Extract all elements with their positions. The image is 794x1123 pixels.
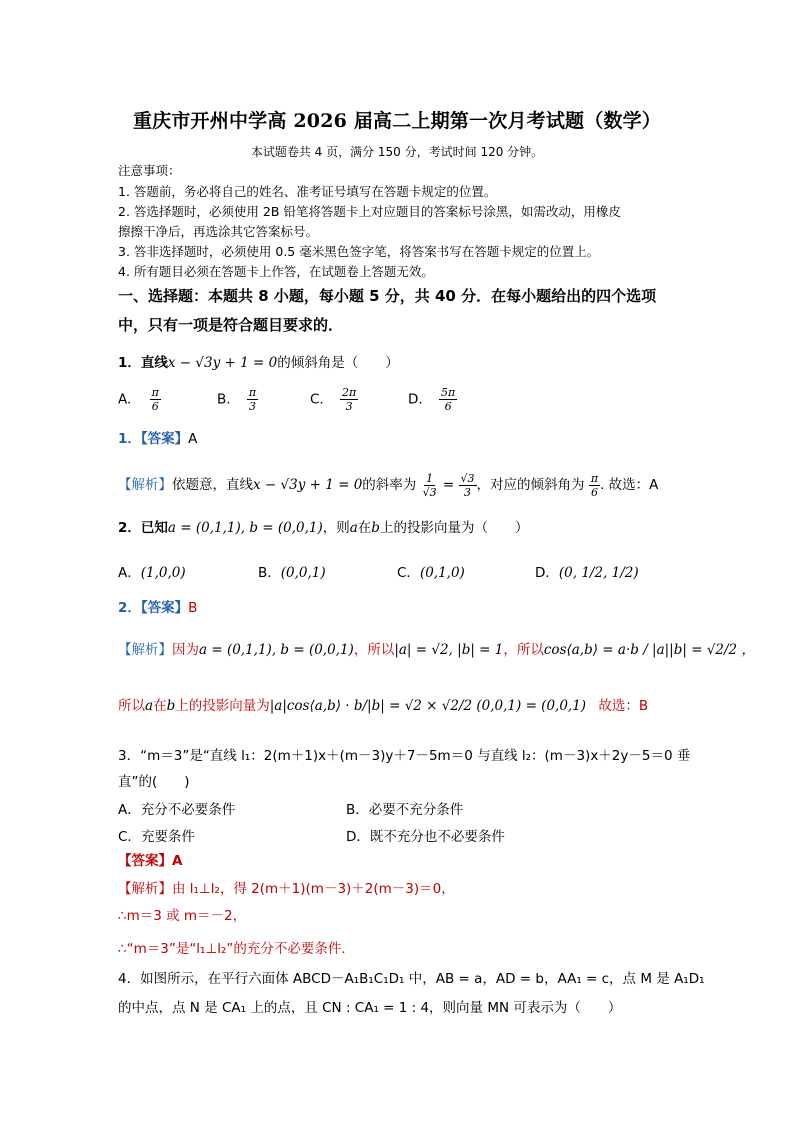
frac-num: π <box>590 471 599 485</box>
frac-num: π <box>151 386 159 399</box>
option-text: 既不充分也不必要条件 <box>369 829 505 845</box>
explain-text: 的斜率为 <box>362 477 417 493</box>
frac-den: 3 <box>345 400 353 413</box>
notice-item: 3. 答非选择题时，必须使用 0.5 毫米黑色签字笔，将答案书写在答题卡规定的位置上。 <box>118 244 600 259</box>
option-label: D. <box>408 391 423 408</box>
option-label: C． <box>397 565 420 581</box>
exam-subtitle: 本试题卷共 4 页，满分 150 分，考试时间 120 分钟。 <box>250 145 544 159</box>
question-3-explanation-2: ∴m＝3 或 m＝－2， <box>118 908 247 924</box>
section-heading-cont: 中，只有一项是符合题目要求的． <box>118 316 344 334</box>
answer-label: 【答案】 <box>118 853 172 869</box>
question-3-stem-cont: 直”的( ) <box>118 774 190 790</box>
stem-text: ，则 <box>322 520 350 536</box>
explain-text: 因为 <box>172 642 199 658</box>
question-3-option-d <box>346 825 505 845</box>
equals-sign: = <box>442 477 455 493</box>
question-1-option-c <box>310 386 358 413</box>
frac-den: 6 <box>590 485 598 499</box>
notice-item: 2. 答选择题时，必须使用 2B 铅笔将答题卡上对应题目的答案标号涂黑，如需改动，用橡皮 <box>118 204 621 219</box>
question-2-answer <box>118 599 197 617</box>
vector-b: b <box>371 520 380 536</box>
question-4-stem: 4．如图所示，在平行六面体 ABCD－A₁B₁C₁D₁ 中，AB = a，AD = b，AA₁ = c，点 M 是 A₁D₁ <box>118 971 705 987</box>
explain-math: a = (0,1,1), b = (0,0,1) <box>199 642 354 658</box>
explain-text: ，所以 <box>503 642 544 658</box>
notice-item: 擦擦干净后，再选涂其它答案标号。 <box>118 224 319 239</box>
frac-num: 2π <box>342 386 357 399</box>
option-label: D． <box>346 829 370 845</box>
explain-tag: 【解析】 <box>118 642 172 658</box>
stem-text: 在 <box>357 520 372 536</box>
question-1-math: x − √3y + 1 = 0 <box>167 355 278 371</box>
stem-text: 上的投影向量为（ ） <box>379 520 529 536</box>
explain-math: a·b / |a||b| <box>617 642 687 658</box>
question-3-option-b <box>346 798 463 818</box>
question-1-explanation <box>118 470 658 500</box>
option-text: 必要不充分条件 <box>368 802 464 818</box>
explain-text: 在 <box>153 698 167 714</box>
frac-den: 6 <box>151 400 159 413</box>
vector-a: a <box>349 520 358 536</box>
explain-math: = √2/2 ， <box>691 642 755 658</box>
option-label: B． <box>258 565 281 581</box>
option-label: C. <box>310 391 324 408</box>
option-label: C． <box>118 829 141 845</box>
vector-a: a <box>145 698 154 714</box>
section-heading: 一、选择题：本题共 8 小题，每小题 5 分，共 40 分．在每小题给出的四个选项 <box>118 287 657 305</box>
answer-value: B <box>188 600 198 616</box>
explain-text: 故选：B <box>598 698 649 714</box>
frac-den: 6 <box>444 400 452 413</box>
explain-math: cos⟨a,b⟩ = <box>543 642 614 658</box>
option-label: A． <box>118 802 141 818</box>
question-1-prefix: 1．直线 <box>118 355 168 371</box>
question-1-option-b <box>217 386 258 413</box>
explain-text: ，对应的倾斜角为 <box>476 477 585 493</box>
question-1-option-a <box>118 386 161 413</box>
question-1-answer <box>118 430 197 448</box>
notice-heading: 注意事项： <box>118 163 181 178</box>
option-label: A． <box>118 565 141 581</box>
question-3-stem: 3．“m＝3”是“直线 l₁：2(m＋1)x＋(m－3)y＋7－5m＝0 与直线 l₂：(m－3)x＋2y－5＝0 垂 <box>118 748 691 764</box>
page-title: 重庆市开州中学高 2026 届高二上期第一次月考试题（数学） <box>132 110 662 132</box>
answer-value: A <box>172 853 183 869</box>
option-value: (0,1,0) <box>419 565 465 581</box>
explain-text: 所以 <box>118 698 145 714</box>
frac-num: 5π <box>440 386 456 399</box>
question-4-stem-cont: 的中点，点 N 是 CA₁ 上的点，且 CN : CA₁ = 1 : 4，则向量 MN 可表示为（ ） <box>118 1000 622 1016</box>
answer-label: 2．【答案】 <box>118 600 189 616</box>
question-3-option-c <box>118 825 195 845</box>
question-3-option-a <box>118 798 235 818</box>
question-2-explanation-line-2 <box>118 697 648 715</box>
option-label: B． <box>346 802 369 818</box>
option-label: A. <box>118 391 132 408</box>
frac-den: 3 <box>248 400 256 413</box>
question-3-explanation-1: 【解析】由 l₁⊥l₂，得 2(m＋1)(m－3)＋2(m－3)＝0， <box>118 881 455 897</box>
explain-math: |a| = √2, |b| = 1 <box>394 642 504 658</box>
explain-math: x − √3y + 1 = 0 <box>253 477 363 493</box>
question-2-option-c <box>397 561 465 581</box>
option-text: 充要条件 <box>140 829 195 845</box>
question-1-option-d <box>408 386 457 413</box>
option-text: 充分不必要条件 <box>140 802 236 818</box>
question-3-explanation-3: ∴“m＝3”是“l₁⊥l₂”的充分不必要条件． <box>118 941 355 957</box>
option-value: (1,0,0) <box>140 565 186 581</box>
notice-item: 4. 所有题目必须在答题卡上作答，在试题卷上答题无效。 <box>118 264 434 279</box>
question-1-stem <box>118 354 399 372</box>
explain-text: . 故选：A <box>600 477 659 493</box>
question-2-option-b <box>258 561 326 581</box>
question-2-explanation-line-1 <box>118 641 755 659</box>
vector-b: b <box>166 698 176 714</box>
frac-num: √3 <box>460 471 475 485</box>
explain-math: |a|cos⟨a,b⟩ · b/|b| = √2 × √2/2 (0,0,1) = (0,0,1) <box>269 698 587 714</box>
question-1-suffix: 的倾斜角是（ ） <box>277 355 399 371</box>
question-2-option-d <box>535 561 639 581</box>
option-value: (0,0,1) <box>280 565 326 581</box>
answer-label: 1．【答案】 <box>118 431 189 447</box>
frac-den: 3 <box>464 485 472 499</box>
question-2-stem <box>118 519 528 537</box>
option-label: D． <box>535 565 559 581</box>
answer-value: A <box>188 431 198 447</box>
option-label: B. <box>217 391 231 408</box>
explain-text: 依题意，直线 <box>172 477 253 493</box>
explain-tag: 【解析】 <box>118 477 172 493</box>
frac-num: 1 <box>426 471 434 485</box>
question-2-option-a <box>118 561 186 581</box>
question-3-answer <box>118 852 182 870</box>
explain-text: 上的投影向量为 <box>175 698 270 714</box>
frac-den: √3 <box>422 485 437 499</box>
question-2-prefix: 2．已知 <box>118 520 168 536</box>
notice-item: 1. 答题前，务必将自己的姓名、准考证号填写在答题卡规定的位置。 <box>118 184 497 199</box>
question-2-math: a = (0,1,1), b = (0,0,1) <box>167 520 323 536</box>
explain-text: ，所以 <box>353 642 395 658</box>
frac-num: π <box>248 386 257 399</box>
option-value: (0, 1/2, 1/2) <box>558 565 639 581</box>
